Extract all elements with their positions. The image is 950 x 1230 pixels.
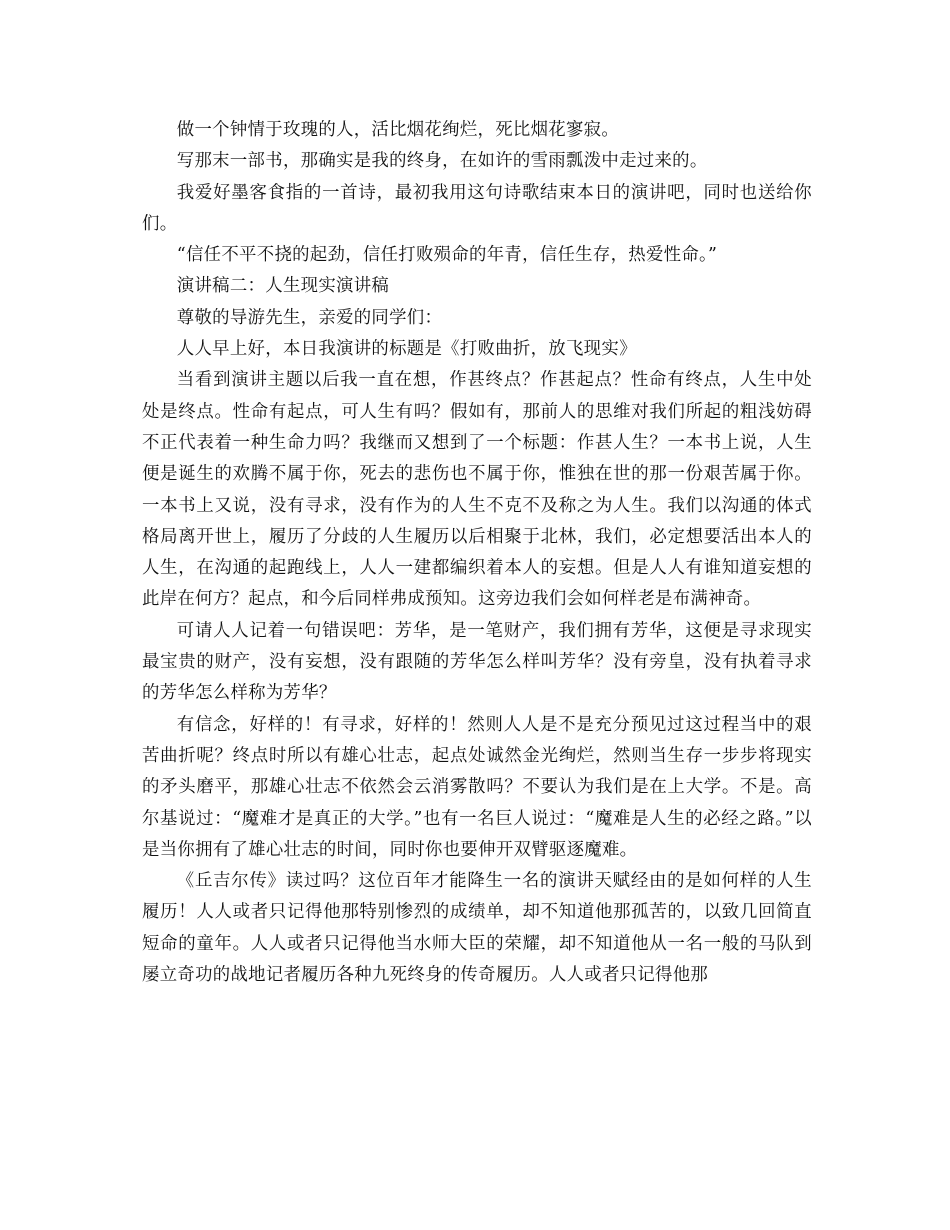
- paragraph-10: 有信念，好样的！有寻求，好样的！然则人人是不是充分预见过这过程当中的艰苦曲折呢？终点时所以有雄心壮志，起点处诚然金光绚烂，然则当生存一步步将现实的矛头磨平，那雄心壮志不依然会云消雾散吗？不要认为我们是在上大学。不是。高尔基说过：“魔难才是真正的大学。”也有一名巨人说过：“魔难是人生的必经之路。”以是当你拥有了雄心壮志的时间，同时你也要伸开双臂驱逐魔难。: [142, 714, 812, 860]
- quote-paragraph: “信任不平不挠的起劲，信任打败殒命的年青，信任生存，热爱性命。”: [176, 245, 718, 266]
- section-heading: 演讲稿二：人生现实演讲稿: [176, 276, 390, 297]
- speech-intro: 人人早上好，本日我演讲的标题是《打败曲折，放飞现实》: [176, 339, 637, 360]
- paragraph-2: 写那末一部书，那确实是我的终身，在如许的雪雨瓢泼中走过来的。: [176, 151, 708, 172]
- salutation: 尊敬的导游先生，亲爱的同学们：: [176, 307, 443, 328]
- paragraph-1: 做一个钟情于玫瑰的人，活比烟花绚烂，死比烟花寥寂。: [176, 120, 620, 140]
- document-body: [142, 115, 812, 991]
- paragraph-8: 当看到演讲主题以后我一直在想，作甚终点？作甚起点？性命有终点，人生中处处是终点。性命有起点，可人生有吗？假如有，那前人的思维对我们所起的粗浅妨碍不正代表着一种生命力吗？我继而又想到了一个标题：作甚人生？一本书上说，人生便是诞生的欢腾不属于你，死去的悲伤也不属于你，惟独在世的那一份艰苦属于你。一本书上又说，没有寻求，没有作为的人生不克不及称之为人生。我们以沟通的体式格局离开世上，履历了分歧的人生履历以后相聚于北林，我们，必定想要活出本人的人生，在沟通的起跑线上，人人一建都编织着本人的妄想。但是人人有谁知道妄想的此岸在何方？起点，和今后同样弗成预知。这旁边我们会如何样老是布满神奇。: [142, 370, 812, 610]
- paragraph-3: 我爱好墨客食指的一首诗，最初我用这句诗歌结束本日的演讲吧，同时也送给你们。: [142, 182, 812, 234]
- paragraph-11: 《丘吉尔传》读过吗？这位百年才能降生一名的演讲天赋经由的是如何样的人生履历！人人或者只记得他那特别惨烈的成绩单，却不知道他那孤苦的，以致几回简直短命的童年。人人或者只记得他当水师大臣的荣耀，却不知道他从一名一般的马队到屡立奇功的战地记者履历各种九死终身的传奇履历。人人或者只记得他那: [142, 871, 812, 986]
- paragraph-9: 可请人人记着一句错误吧：芳华，是一笔财产，我们拥有芳华，这便是寻求现实最宝贵的财产，没有妄想，没有跟随的芳华怎么样叫芳华？没有旁皇，没有执着寻求的芳华怎么样称为芳华？: [142, 620, 812, 704]
